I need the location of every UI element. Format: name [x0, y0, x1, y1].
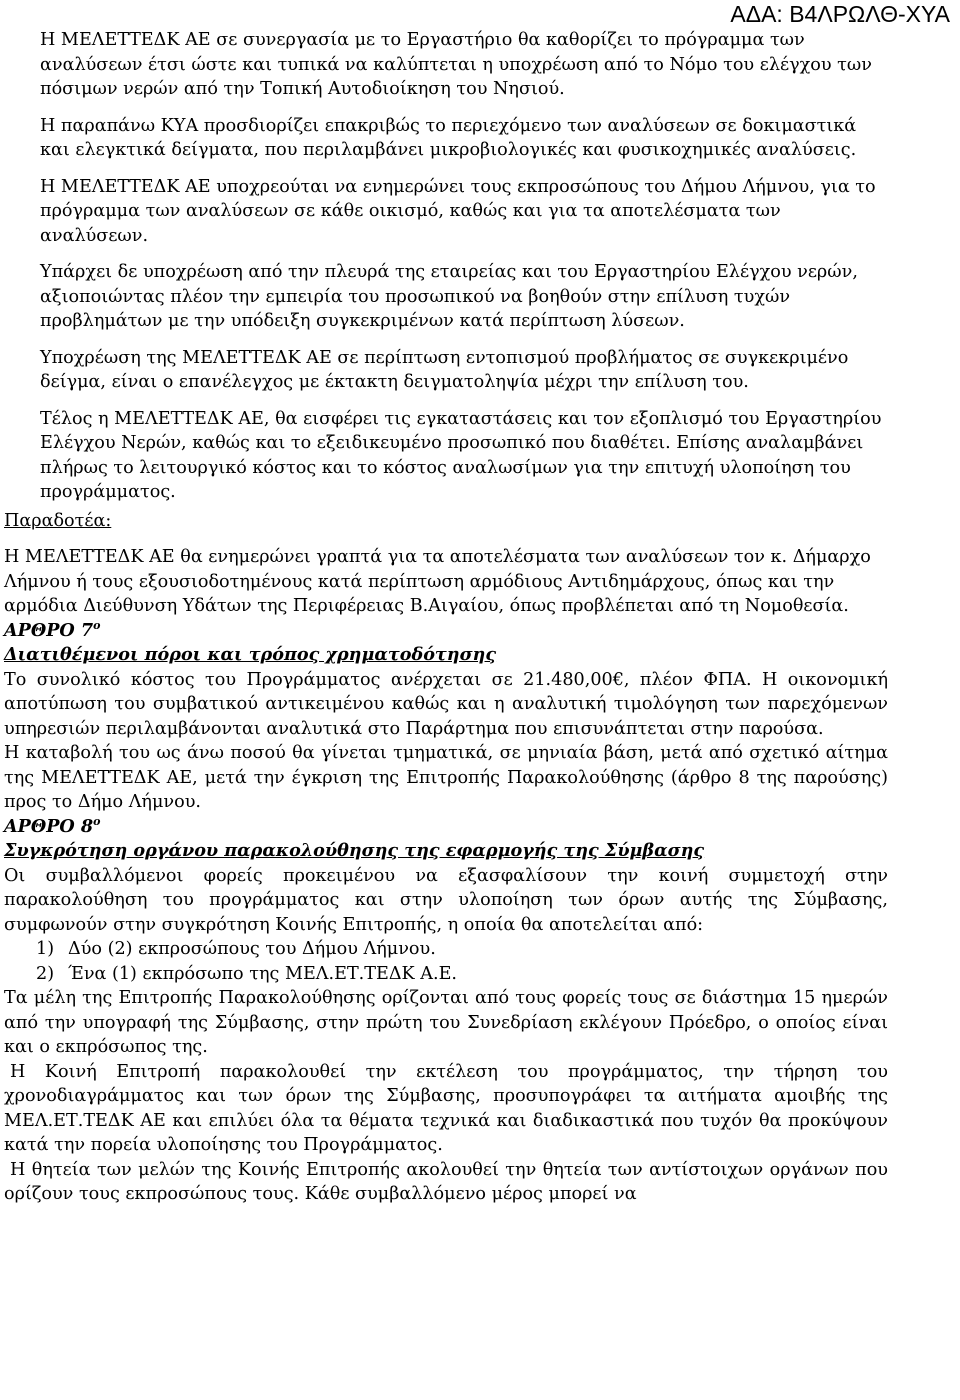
committee-members-list [4, 937, 888, 986]
deliverables-heading: Παραδοτέα: [4, 510, 112, 531]
list-item: 1) Δύο (2) εκπροσώπους του Δήμου Λήμνου. [36, 939, 436, 959]
list-item: 2) Ένα (1) εκπρόσωπο της ΜΕΛ.ΕΤ.ΤΕΔΚ Α.Ε. [36, 963, 458, 984]
article-7-cost: Το συνολικό κόστος του Προγράμματος ανέρχεται σε 21.480,00€, πλέον ΦΠΑ. Η οικονομική αποτύπωση του συμβατικού αντικειμένου καθώς και η αναλυτική τιμολόγηση των παρεχόμενων υπηρεσιών περιλαμβάνονται αναλυτικά στο Παράρτημα που επισυνάπτεται στην παρούσα. [4, 669, 888, 739]
article-7-subtitle: Διατιθέμενοι πόροι και τρόπος χρηματοδότησης [4, 644, 497, 665]
article-8-committee-duties: Η Κοινή Επιτροπή παρακολουθεί την εκτέλεση του προγράμματος, την τήρηση του χρονοδιαγράμματος και των όρων της Σύμβασης, προσυπογράφει τα αιτήματα αμοιβής της ΜΕΛ.ΕΤ.ΤΕΔΚ ΑΕ και επιλύει όλα τα θέματα τεχνικά και διαδικαστικά που τυχόν θα προκύψουν κατά την πορεία υλοποίησης του Προγράμματος. [4, 1061, 888, 1155]
article-8-title: ΑΡΘΡΟ $8^o$ [4, 814, 101, 837]
ada-code: ΑΔΑ: Β4ΛΡΩΛΘ-ΧΥΑ [730, 1, 950, 27]
article-8-subtitle: Συγκρότηση οργάνου παρακολούθησης της εφαρμογής της Σύμβασης [4, 840, 705, 861]
article-8-intro: Οι συμβαλλόμενοι φορείς προκειμένου να εξασφαλίσουν την κοινή συμμετοχή στην παρακολούθηση του προγράμματος και στην υλοποίηση των όρων αυτής της Σύμβασης, συμφωνούν στην συγκρότηση Κοινής Επιτροπής, η οποία θα αποτελείται από: [4, 865, 888, 935]
paragraph-recheck: Υποχρέωση της ΜΕΛΕΤΤΕΔΚ ΑΕ σε περίπτωση εντοπισμού προβλήματος σε συγκεκριμένο δείγμα, είναι ο επανέλεγχος με έκτακτη δειγματοληψία μέχρι την επίλυση του. [40, 347, 849, 392]
paragraph-kya-content: Η παραπάνω ΚΥΑ προσδιορίζει επακριβώς το περιεχόμενο των αναλύσεων σε δοκιμαστικά και ελεγκτικά δείγματα, που περιλαμβάνει μικροβιολογικές και φυσικοχημικές αναλύσεις. [40, 115, 857, 160]
paragraph-obligation-support: Υπάρχει δε υποχρέωση από την πλευρά της εταιρείας και του Εργαστηρίου Ελέγχου νερών, αξιοποιώντας πλέον την εμπειρία του προσωπικού να βοηθούν στην επίλυση τυχών προβλημάτων με την υπόδειξη συγκεκριμένων κατά περίπτωση λύσεων. [40, 262, 858, 331]
article-7-title: ΑΡΘΡΟ $7^o$ [4, 618, 101, 641]
article-8-members: Τα μέλη της Επιτροπής Παρακολούθησης ορίζονται από τους φορείς τους σε διάστημα 15 ημερών από την υπογραφή της Σύμβασης, στην πρώτη του Συνεδρίαση εκλέγουν Πρόεδρο, ο οποίος είναι και ο εκπρόσωπος της. [4, 988, 888, 1057]
paragraph-facilities: Τέλος η ΜΕΛΕΤΤΕΔΚ ΑΕ, θα εισφέρει τις εγκαταστάσεις και τον εξοπλισμό του Εργαστηρίου Ελέγχου Νερών, καθώς και το εξειδικευμένο προσωπικό που διαθέτει. Επίσης αναλαμβάνει πλήρως το λειτουργικό κόστος και το κόστος αναλωσίμων για την επιτυχή υλοποίηση του προγράμματος. [40, 408, 882, 502]
paragraph-lab-program: Η ΜΕΛΕΤΤΕΔΚ ΑΕ σε συνεργασία με το Εργαστήριο θα καθορίζει το πρόγραμμα των αναλύσεων έτσι ώστε και τυπικά να καλύπτεται η υποχρέωση από το Νόμο του ελέγχου των πόσιμων νερών από την Τοπική Αυτοδιοίκηση του Νησιού. [40, 30, 872, 99]
article-8-term: Η θητεία των μελών της Κοινής Επιτροπής ακολουθεί την θητεία των αντίστοιχων οργάνων που ορίζουν τους εκπροσώπους τους. Κάθε συμβαλλόμενο μέρος μπορεί να [4, 1159, 888, 1204]
paragraph-inform-municipality: Η ΜΕΛΕΤΤΕΔΚ ΑΕ υποχρεούται να ενημερώνει τους εκπροσώπους του Δήμου Λήμνου, για το πρόγραμμα των αναλύσεων σε κάθε οικισμό, καθώς και για τα αποτελέσματα των αναλύσεων. [40, 176, 876, 246]
deliverables-text: Η ΜΕΛΕΤΤΕΔΚ ΑΕ θα ενημερώνει γραπτά για τα αποτελέσματα των αναλύσεων τον κ. Δήμαρχο Λήμνου ή τους εξουσιοδοτημένους κατά περίπτωση αρμόδιους Αντιδημάρχους, όπως και την αρμόδια Διεύθυνση Υδάτων της Περιφέρειας Β.Αιγαίου, όπως προβλέπεται από τη Νομοθεσία. [4, 547, 871, 616]
article-7-payment: Η καταβολή του ως άνω ποσού θα γίνεται τμηματικά, σε μηνιαία βάση, μετά από σχετικό αίτημα της ΜΕΛΕΤΤΕΔΚ ΑΕ, μετά την έγκριση της Επιτροπής Παρακολούθησης (άρθρο 8 της παρούσης) προς το Δήμο Λήμνου. [4, 743, 888, 812]
document-page [4, 28, 888, 1207]
